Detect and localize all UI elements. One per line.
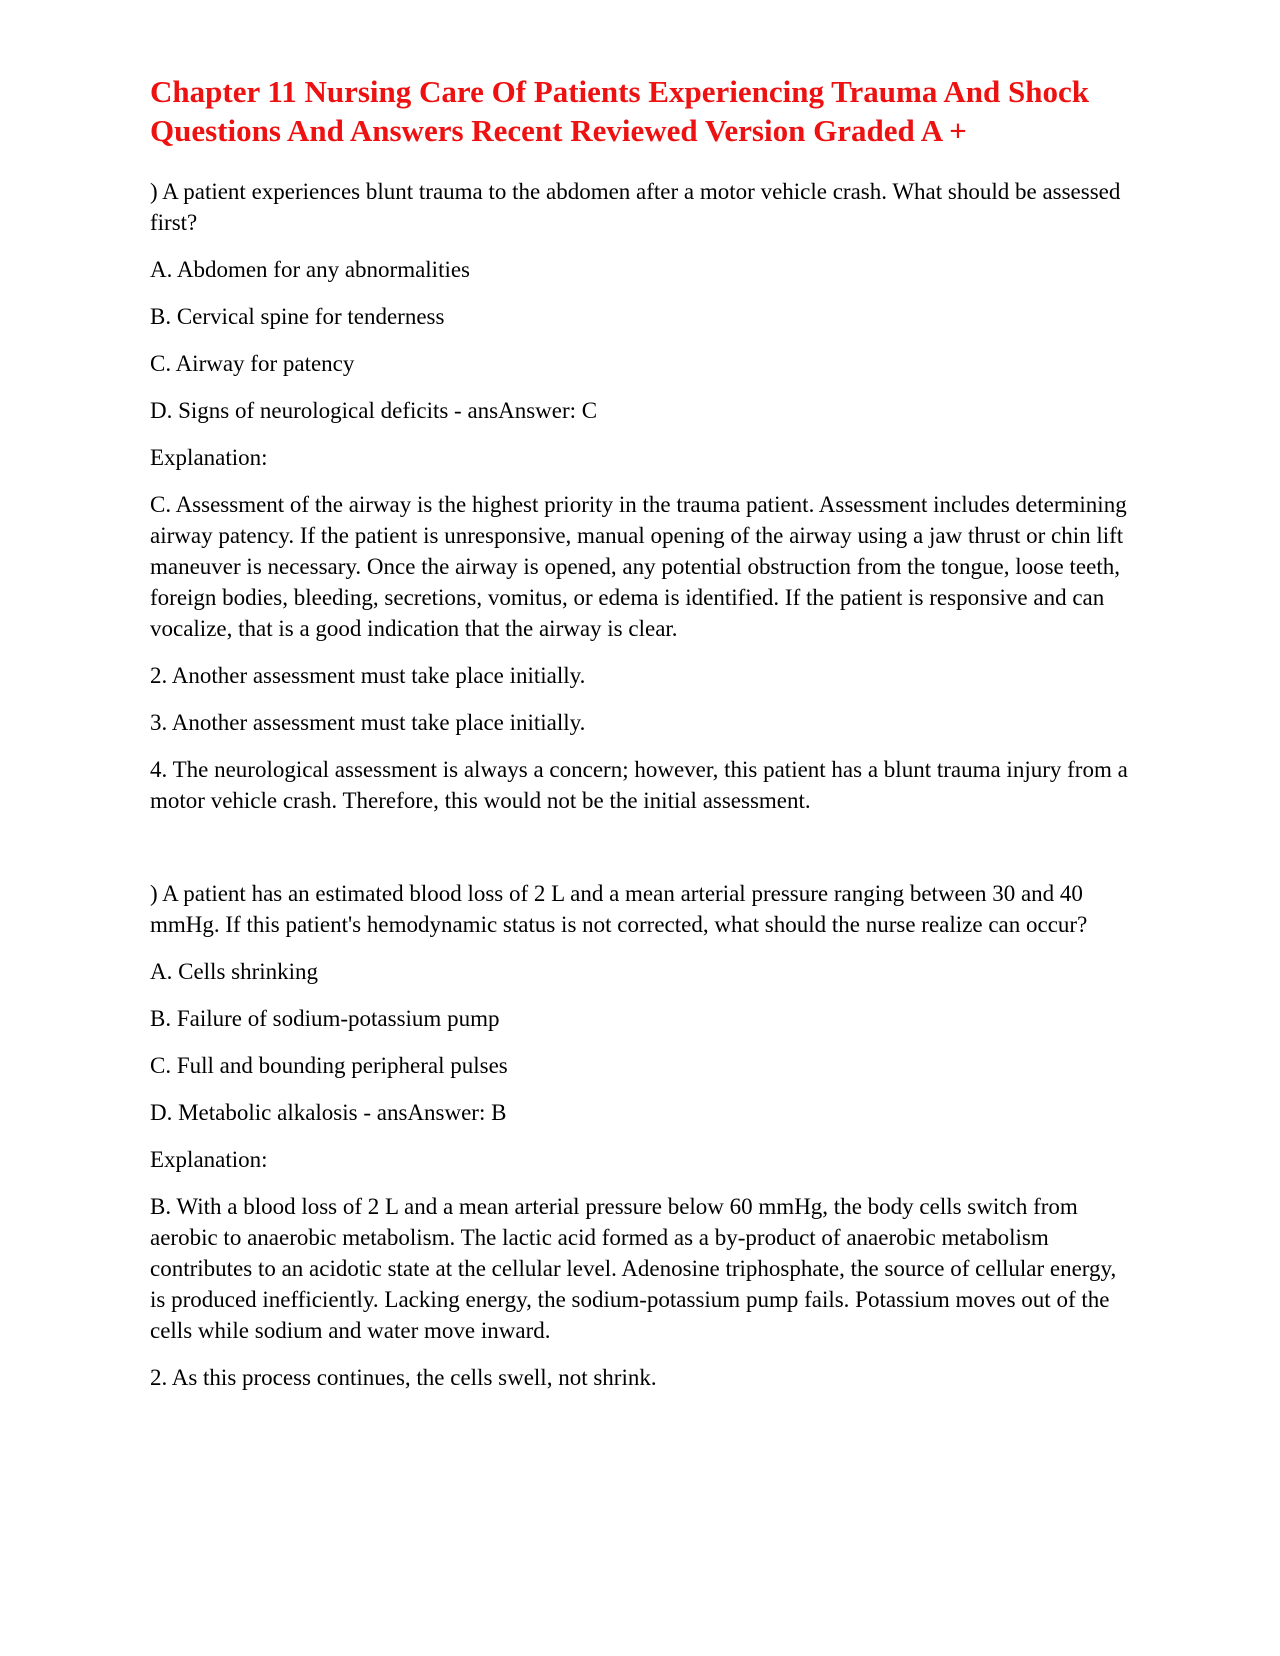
answer-option: B. Cervical spine for tenderness	[150, 304, 445, 329]
document-page	[150, 72, 1130, 1409]
question-separator	[150, 832, 1130, 878]
answer-option: A. Cells shrinking	[150, 959, 319, 984]
answer-option: A. Abdomen for any abnormalities	[150, 257, 471, 282]
explanation-paragraph: 4. The neurological assessment is always a concern; however, this patient has a blunt trauma injury from a motor vehicle crash. Therefore, this would not be the initial assessment.	[150, 757, 1128, 813]
explanation-label: Explanation:	[150, 445, 268, 470]
question-block	[150, 176, 1130, 816]
answer-option-with-key: D. Metabolic alkalosis - ansAnswer: B	[150, 1100, 507, 1125]
explanation-paragraph: C. Assessment of the airway is the highest priority in the trauma patient. Assessment includes determining airway patency. If the patient is unresponsive, manual opening of the airway using a jaw thrust or chin lift maneuver is necessary. Once the airway is opened, any potential obstruction from the tongue, loose teeth, foreign bodies, bleeding, secretions, vomitus, or edema is identified. If the patient is responsive and can vocalize, that is a good indication that the airway is clear.	[150, 492, 1127, 641]
explanation-paragraph: 2. As this process continues, the cells swell, not shrink.	[150, 1365, 657, 1390]
page-title: Chapter 11 Nursing Care Of Patients Experiencing Trauma And Shock Questions And Answers Recent Reviewed Version Graded A +	[150, 74, 1089, 148]
explanation-label: Explanation:	[150, 1147, 268, 1172]
question-stem: ) A patient experiences blunt trauma to the abdomen after a motor vehicle crash. What should be assessed first?	[150, 179, 1121, 235]
question-stem: ) A patient has an estimated blood loss of 2 L and a mean arterial pressure ranging between 30 and 40 mmHg. If this patient's hemodynamic status is not corrected, what should the nurse realize can occur?	[150, 881, 1088, 937]
explanation-paragraph: B. With a blood loss of 2 L and a mean arterial pressure below 60 mmHg, the body cells switch from aerobic to anaerobic metabolism. The lactic acid formed as a by-product of anaerobic metabolism contributes to an acidotic state at the cellular level. Adenosine triphosphate, the source of cellular energy, is produced inefficiently. Lacking energy, the sodium-potassium pump fails. Potassium moves out of the cells while sodium and water move inward.	[150, 1194, 1117, 1343]
answer-option: C. Airway for patency	[150, 351, 355, 376]
answer-option: C. Full and bounding peripheral pulses	[150, 1053, 508, 1078]
explanation-paragraph: 2. Another assessment must take place initially.	[150, 663, 586, 688]
question-block	[150, 878, 1130, 1393]
answer-option: B. Failure of sodium-potassium pump	[150, 1006, 500, 1031]
answer-option-with-key: D. Signs of neurological deficits - ansAnswer: C	[150, 398, 598, 423]
explanation-paragraph: 3. Another assessment must take place initially.	[150, 710, 586, 735]
